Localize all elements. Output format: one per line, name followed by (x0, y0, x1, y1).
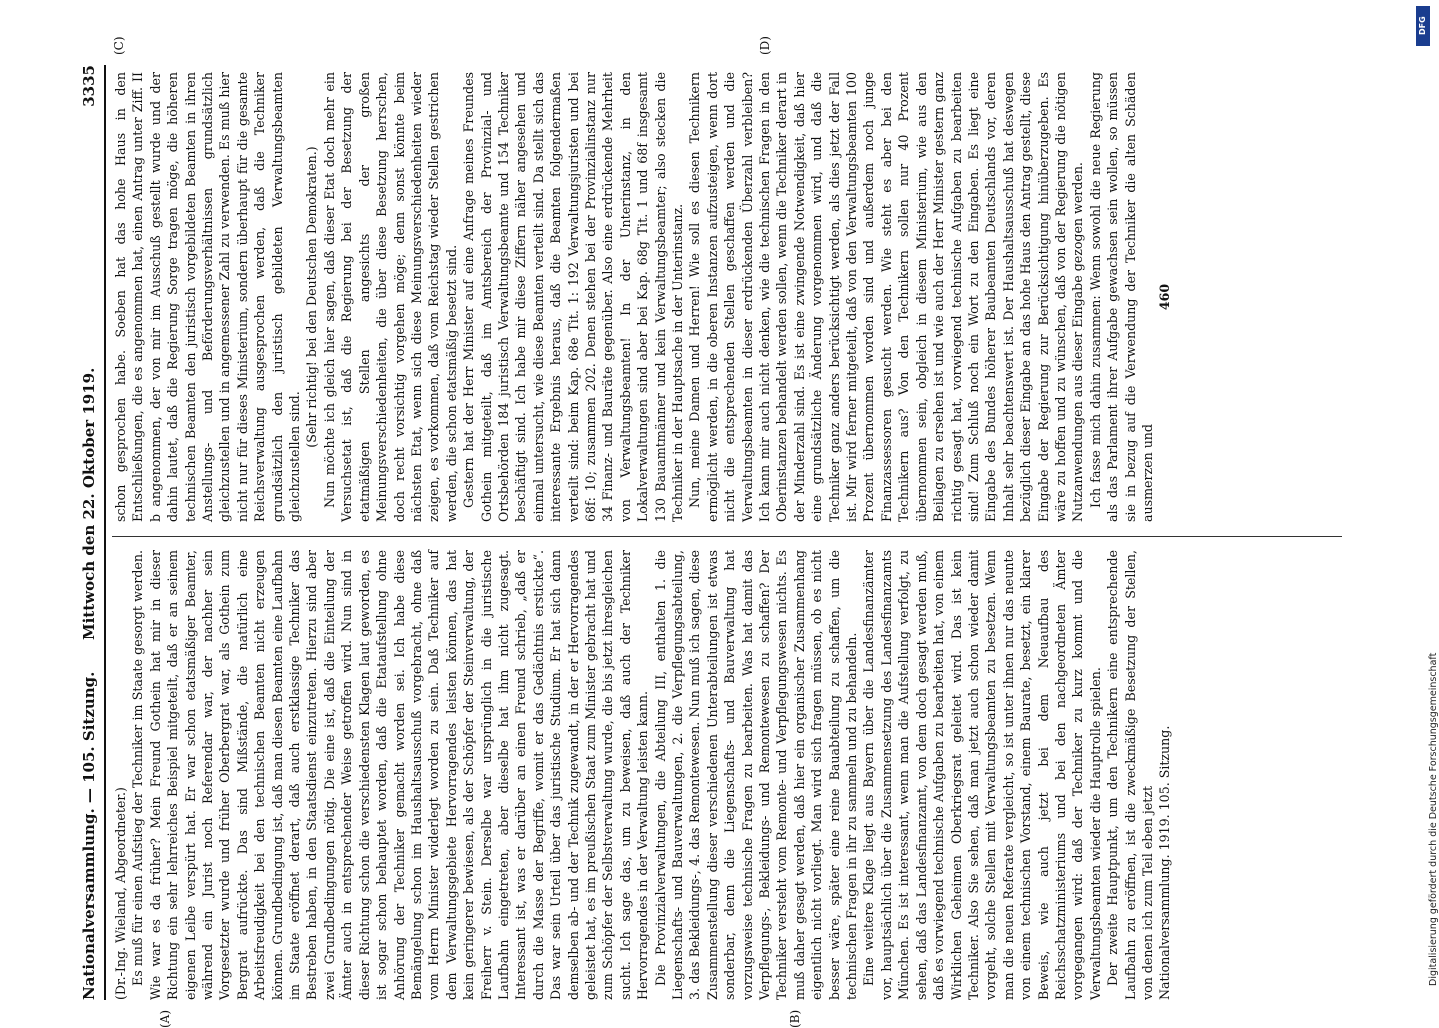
right-column (112, 72, 1352, 522)
right-paragraph-4: Nun, meine Damen und Herren! Wie soll es diesen Technikern ermöglicht werden, in die oberen Instanzen aufzusteigen, wenn dort nicht die entsprechenden Stellen geschaffen werden und die Verwaltungsbeamten in dieser erdrückenden Überzahl verbleiben? Ich kann mir auch nicht denken, wie die technischen Fragen in den Oberinstanzen behandelt werden sollen, wenn die Techniker derart in der Minderzahl sind. Es ist eine zwingende Notwendigkeit, daß hier eine grundsätzliche Änderung vorgenommen wird, und daß die Techniker ganz anders berücksichtigt werden, als dies jetzt der Fall ist. Mir wird ferner mitgeteilt, daß von den Verwaltungsbeamten 100 Prozent übernommen worden sind und außerdem noch junge Finanzassessoren gesucht werden. Wie steht es aber bei den Technikern aus? Von den Technikern sollen nur 40 Prozent übernommen sein, obgleich in diesem Ministerium, wie aus den Beilagen zu ersehen ist und wie auch der Herr Minister gestern ganz richtig gesagt hat, vorwiegend technische Aufgaben zu bearbeiten sind! Zum Schluß noch ein Wort zu den Eingaben. Es liegt eine Eingabe des Bundes höherer Baubeamten Deutschlands vor, deren Inhalt sehr beachtenswert ist. Der Haushaltsausschuß hat deswegen bezüglich dieser Eingabe an das hohe Haus den Antrag gestellt, diese Eingabe der Regierung zur Berücksichtigung hinüberzugeben. Es wäre zu hoffen und zu wünschen, daß von der Regierung die nötigen Nutzanwendungen aus dieser Eingabe gezogen werden. (687, 72, 1086, 522)
margin-mark-b: (B) (788, 1009, 802, 1028)
header-date: Mittwoch den 22. Oktober 1919. (80, 367, 98, 640)
left-column (112, 550, 1352, 1000)
digitization-credit (1410, 6, 1439, 996)
speaker-line: (Dr.-Ing. Wieland, Abgeordneter.) (113, 787, 128, 1000)
dfg-logo: DFG (1416, 6, 1430, 46)
left-paragraph-3: Eine weitere Klage liegt aus Bayern über die Landesfinanzämter vor, hauptsächlich über die Zusammensetzung des Landesfinanzamts München. Es ist interessant, wenn man die Aufstellung verfolgt, zu sehen, daß das Landesfinanzamt, von dem doch gesagt werden muß, daß es vorwiegend technische Aufgaben zu bearbeiten hat, von einem Wirklichen Geheimen Oberkriegsrat geleitet wird. Das ist kein Techniker. Also Sie sehen, daß man jetzt auch schon wieder damit vorgeht, solche Stellen mit Verwaltungsbeamten zu besetzen. Wenn man die neuen Referate vergleicht, so ist unter ihnen nur das neunte von einem technischen Vorstand, einem Baurate, besetzt, ein klarer Beweis, wie auch jetzt bei dem Neuaufbau des Reichsschatzministeriums und bei den nachgeordneten Ämter vorgegangen wird: daß der Techniker zu kurz kommt und die Verwaltungsbeamten wieder die Hauptrolle spielen. (861, 550, 1103, 1000)
right-paragraph-5: Ich fasse mich dahin zusammen: Wenn sowohl die neue Regierung als das Parlament ihrer Aufgabe gewachsen sein wollen, so müssen sie in bezug auf die Verwendung der Techniker die alten Schäden ausmerzen und (1087, 72, 1155, 522)
left-paragraph-4: Der zweite Hauptpunkt, um den Technikern eine entsprechende Laufbahn zu eröffnen, ist die zweckmäßige Besetzung der Stellen, von denen ich zum Teil eben jetzt (1105, 550, 1155, 1000)
margin-mark-c: (C) (112, 36, 126, 55)
header-left: Nationalversammlung. — 105. Sitzung. (80, 671, 98, 1000)
left-footer: Nationalversammlung. 1919. 105. Sitzung. (1157, 725, 1173, 1000)
column-divider (112, 536, 1342, 537)
rotated-page (78, 0, 1358, 1028)
right-paragraph-2: Nun möchte ich gleich hier sagen, daß dieser Etat doch mehr ein Versuchsetat ist, daß die Regierung bei der Besetzung der etatmäßigen Stellen angesichts der großen Meinungsverschiedenheiten, die über diese Besetzung herrschen, doch recht vorsichtig vorgehen möge; denn sonst könnte beim nächsten Etat, wenn sich diese Meinungsverschiedenheiten wieder zeigen, es vorkommen, daß vom Reichstag wieder Stellen gestrichen werden, die schon etatsmäßig besetzt sind. (321, 72, 459, 522)
credit-text: Digitalisierung gefördert durch die Deutsche Forschungsgemeinschaft (1428, 652, 1439, 986)
right-paragraph-3: Gestern hat der Herr Minister auf eine Anfrage meines Freundes Gothein mitgeteilt, daß im Amtsbereich der Provinzial- und Ortsbehörden 184 juristisch Verwaltungsbeamte und 154 Techniker beschäftigt sind. Ich habe mir diese Ziffern näher angesehen und einmal untersucht, wie diese Beamten verteilt sind. Da stellt sich das interessante Ergebnis heraus, daß die Beamten folgendermaßen verteilt sind: beim Kap. 68e Tit. 1: 192 Verwaltungsjuristen und bei 68f: 10; zusammen 202. Denen stehen bei der Provinzialinstanz nur 34 Finanz- und Bauräte gegenüber. Also eine erdrückende Mehrheit von Verwaltungsbeamten! In der Unterinstanz, in den Lokalverwaltungen sind aber bei Kap. 68g Tit. 1 und 68f insgesamt 130 Bauamtmänner und kein Verwaltungsbeamter; also stecken die Techniker in der Hauptsache in der Unterinstanz. (461, 72, 685, 522)
margin-mark-a: (A) (158, 1009, 172, 1028)
left-paragraph-2: Die Provinzialverwaltungen, die Abteilung III, enthalten 1. die Liegenschafts- und Bauverwaltungen, 2. die Verpflegungsabteilung, 3. das Bekleidungs-, 4. das Remontewesen. Nun muß ich sagen, diese Zusammenstellung dieser verschiedenen Unterabteilungen ist etwas sonderbar, denn die Liegenschafts- und Bauverwaltung hat vorzugsweise technische Fragen zu bearbeiten. Was hat damit das Verpflegungs-, Bekleidungs- und Remontewesen zu schaffen? Der Techniker versteht vom Remonte- und Verpflegungswesen nichts. Es muß daher gesagt werden, daß hier ein organischer Zusammenhang eigentlich nicht vorliegt. Man wird sich fragen müssen, ob es nicht besser wäre, später eine reine Bauabteilung zu schaffen, um die technischen Fragen in ihr zu sammeln und zu behandeln. (652, 550, 860, 1000)
right-paragraph-1: schon gesprochen habe. Soeben hat das hohe Haus in den Entschließungen, die es angenommen hat, einen Antrag unter Ziff. II b angenommen, der von mir im Ausschuß gestellt wurde und der dahin lautet, daß die Regierung Sorge tragen möge, die höheren technischen Beamten den juristisch vorgebildeten Beamten in ihren Anstellungs- und Beförderungsverhältnissen grundsätzlich gleichzustellen und in angemessener Zahl zu verwenden. Es muß hier nicht nur für dieses Ministerium, sondern überhaupt für die gesamte Reichsverwaltung ausgesprochen werden, daß die Techniker grundsätzlich den juristisch gebildeten Verwaltungsbeamten gleichzustellen sind. (113, 72, 303, 522)
margin-mark-d: (D) (758, 36, 772, 55)
page-content (78, 36, 1368, 1028)
interjection: (Sehr richtig! bei den Deutschen Demokraten.) (304, 146, 320, 448)
footer-page-number: 460 (1157, 283, 1173, 311)
left-paragraph-1: Es muß für einen Aufstieg der Techniker im Staate gesorgt werden. Wie war es da früher? Mein Freund Gothein hat mir in dieser Richtung ein sehr lehrreiches Beispiel mitgeteilt, daß er an seinem eigenen Leibe verspürt hat. Er war schon etatsmäßiger Beamter, während ein Jurist noch Referendar war, der nachher sein Vorgesetzter wurde und früher Oberbergrat war, als Gothein zum Bergrat aufrückte. Das sind Mißstände, die natürlich eine Arbeitsfreudigkeit bei den technischen Beamten nicht erzeugen können. Grundbedingung ist, daß man diesen Beamten eine Laufbahn im Staate eröffnet derart, daß auch erstklassige Techniker das Bestreben haben, in den Staatsdienst einzutreten. Hierzu sind aber zwei Grundbedingungen nötig. Die eine ist, daß die Einteilung der Ämter auch in entsprechender Weise getroffen wird. Nun sind in dieser Richtung schon die verschiedensten Klagen laut geworden, es ist sogar schon behauptet worden, daß die Etataufstellung ohne Anhörung der Techniker gemacht worden sei. Ich habe diese Bemängelung schon im Haushaltsausschuß vorgebracht, ohne daß vom Herrn Minister widerlegt worden zu sein. Daß Techniker auf dem Verwaltungsgebiete Hervorragendes leisten können, das hat kein geringerer bewiesen, als der Schöpfer der Steinverwaltung, der Freiherr v. Stein. Derselbe war ursprünglich in die juristische Laufbahn eingetreten, aber dieselbe hat ihm nicht zugesagt. Interessant ist, was er darüber an einen Freund schrieb, „daß er durch die Masse der Begriffe, womit er das Gedächtnis erstickte“. Das war sein Urteil über das juristische Studium. Er hat sich dann demselben ab- und der Technik zugewandt, in der er Hervorragendes geleistet hat, es im preußischen Staat zum Minister gebracht hat und zum Schöpfer der Selbstverwaltung wurde, die bis jetzt ihresgleichen sucht. Ich sage das, um zu beweisen, daß auch der Techniker Hervorragendes in der Verwaltung leisten kann. (130, 550, 651, 1000)
running-header (78, 65, 106, 1000)
page-number: 3335 (80, 65, 98, 107)
